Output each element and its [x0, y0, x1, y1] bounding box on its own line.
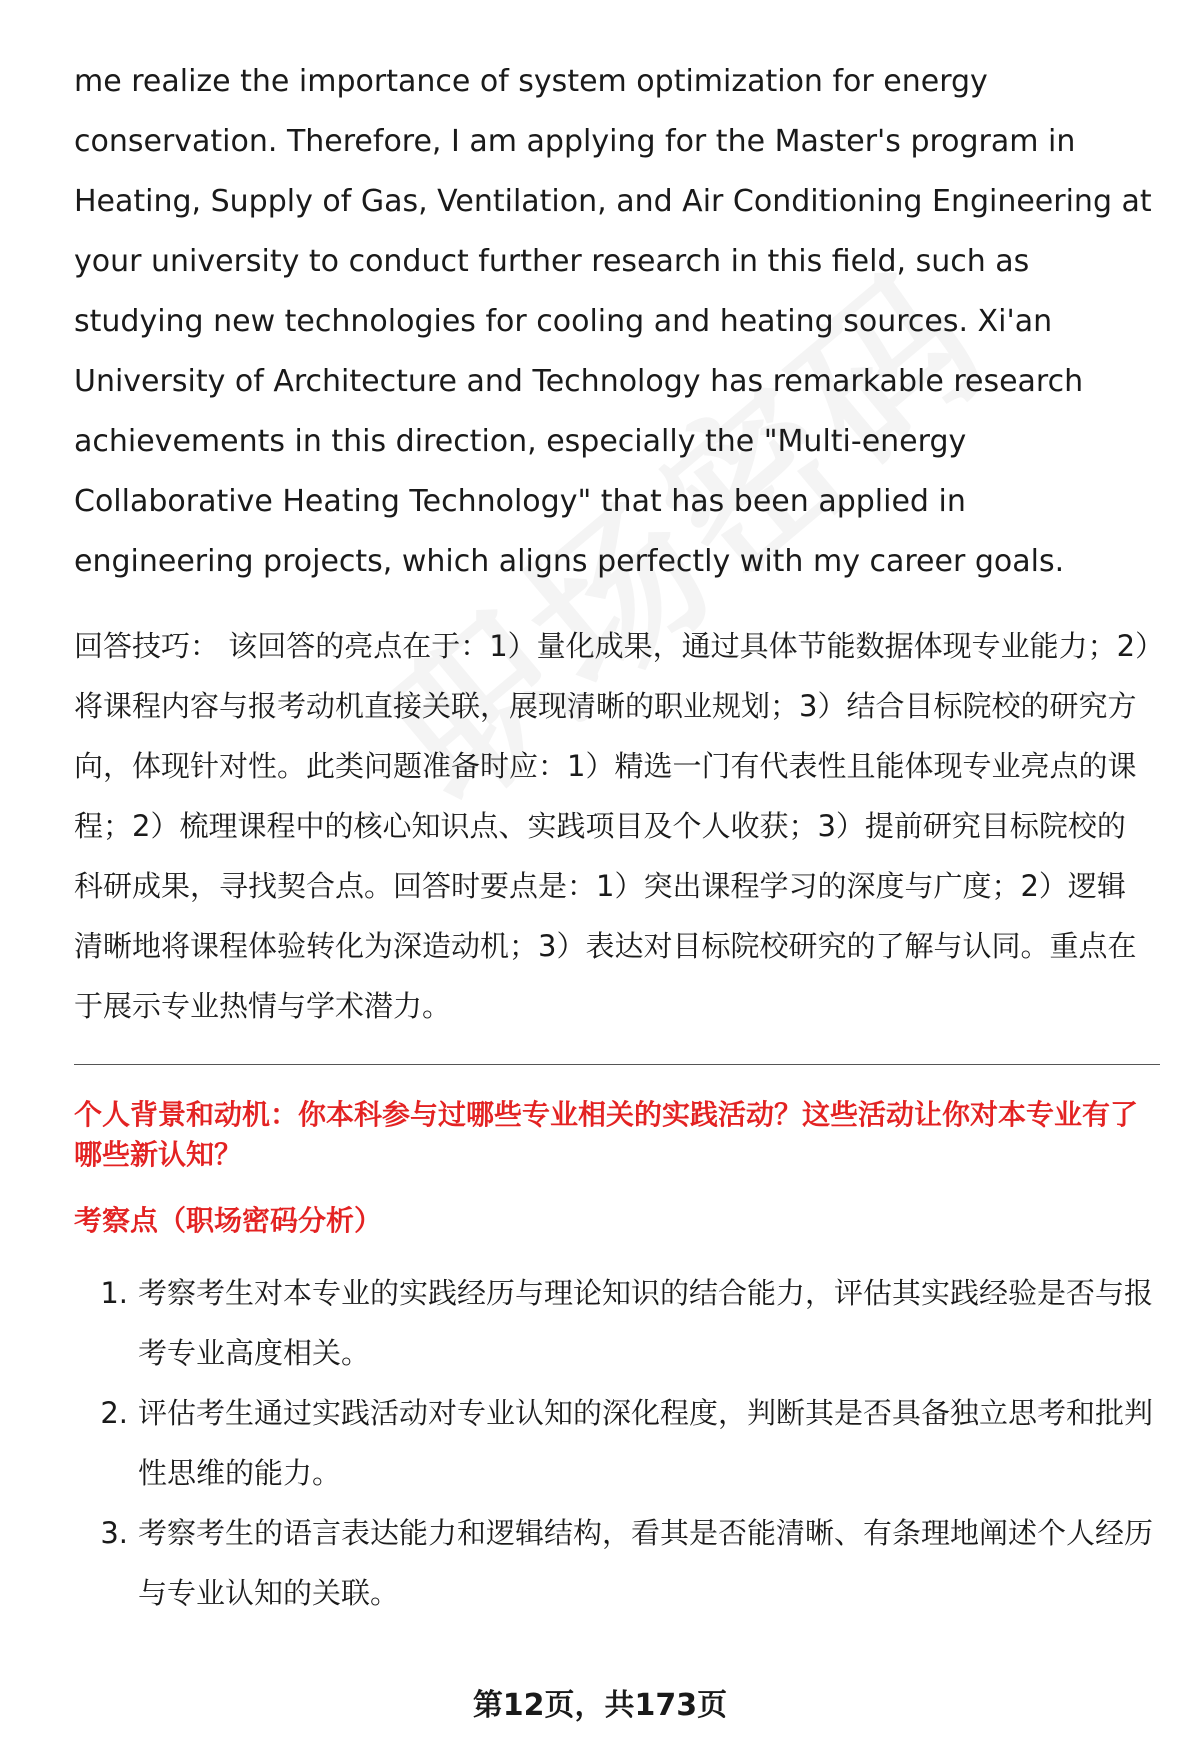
assessment-points-heading: 考察点（职场密码分析）	[74, 1204, 383, 1237]
list-item	[74, 1503, 1154, 1623]
document-page	[74, 52, 1154, 1623]
question-heading: 个人背景和动机：你本科参与过哪些专业相关的实践活动？这些活动让你对本专业有了哪些新认知？	[74, 1098, 1139, 1171]
assessment-points-list	[74, 1263, 1154, 1623]
list-item-number: 2.	[100, 1396, 128, 1430]
list-item-text: 评估考生通过实践活动对专业认知的深化程度，判断其是否具备独立思考和批判性思维的能力。	[138, 1396, 1154, 1490]
english-answer-paragraph: me realize the importance of system optimization for energy conservation. Therefore, I am applying for the Master's program in Heating, Supply of Gas, Ventilation, and Air Conditioning Engineering at your university to conduct further research in this field, such as studying new technologies for cooling and heating sources. Xi'an University of Architecture and Technology has remarkable research achievements in this direction, especially the "Multi-energy Collaborative Heating Technology" that has been applied in engineering projects, which aligns perfectly with my career goals.	[74, 64, 1152, 579]
list-item	[74, 1263, 1154, 1383]
list-item-number: 1.	[100, 1276, 128, 1310]
section-divider	[74, 1064, 1160, 1065]
list-item-text: 考察考生对本专业的实践经历与理论知识的结合能力，评估其实践经验是否与报考专业高度相关。	[138, 1276, 1154, 1370]
page-number-footer: 第12页，共173页	[472, 1688, 728, 1723]
list-item	[74, 1383, 1154, 1503]
answer-tips-paragraph: 回答技巧： 该回答的亮点在于：1）量化成果，通过具体节能数据体现专业能力；2）将课程内容与报考动机直接关联，展现清晰的职业规划；3）结合目标院校的研究方向，体现针对性。此类问题准备时应：1）精选一门有代表性且能体现专业亮点的课程；2）梳理课程中的核心知识点、实践项目及个人收获；3）提前研究目标院校的科研成果，寻找契合点。回答时要点是：1）突出课程学习的深度与广度；2）逻辑清晰地将课程体验转化为深造动机；3）表达对目标院校研究的了解与认同。重点在于展示专业热情与学术潜力。	[74, 629, 1150, 1023]
list-item-number: 3.	[100, 1516, 128, 1550]
list-item-text: 考察考生的语言表达能力和逻辑结构，看其是否能清晰、有条理地阐述个人经历与专业认知的关联。	[138, 1516, 1154, 1610]
